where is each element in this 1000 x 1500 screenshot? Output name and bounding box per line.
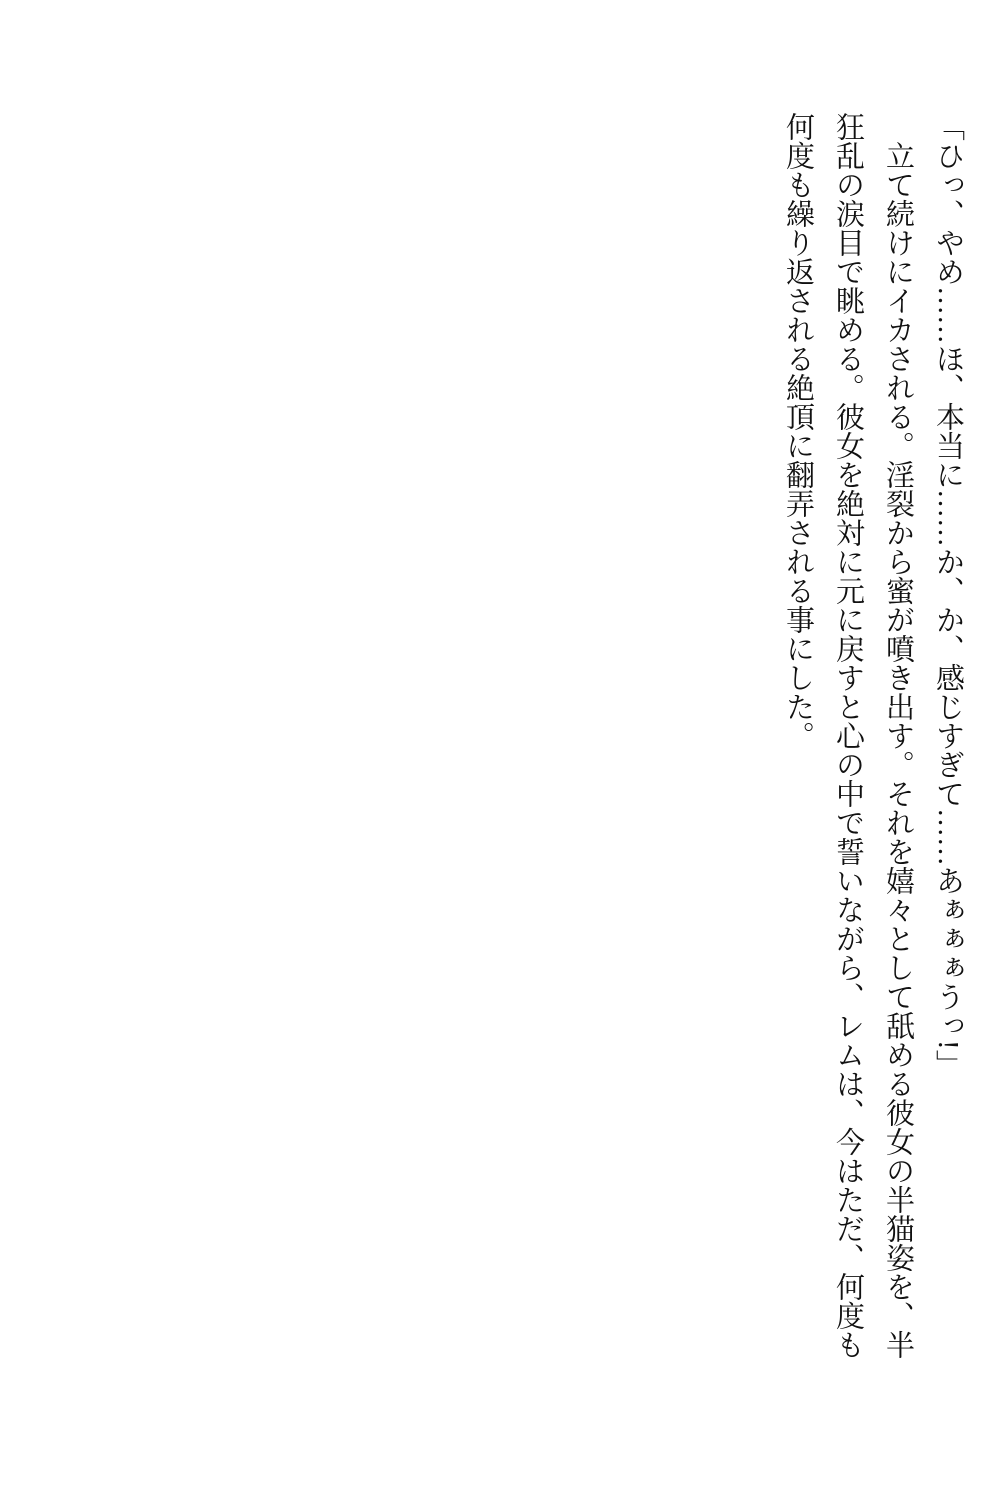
dialogue-line: 「ひっ、やめ……ほ、本当に……か、か、感じすぎて……あぁぁぁうっ!」 (932, 112, 964, 1079)
narration-paragraph: 立て続けにイカされる。淫裂から蜜が噴き出す。それを嬉々として舐める彼女の半猫姿を、半狂乱の涙目で眺める。彼女を絶対に元に戻すと心の中で誓いながら、レムは、今はただ、何度も何度も繰り返される絶頂に翻弄される事にした。 (782, 112, 914, 1359)
vertical-text-block (773, 112, 973, 1372)
